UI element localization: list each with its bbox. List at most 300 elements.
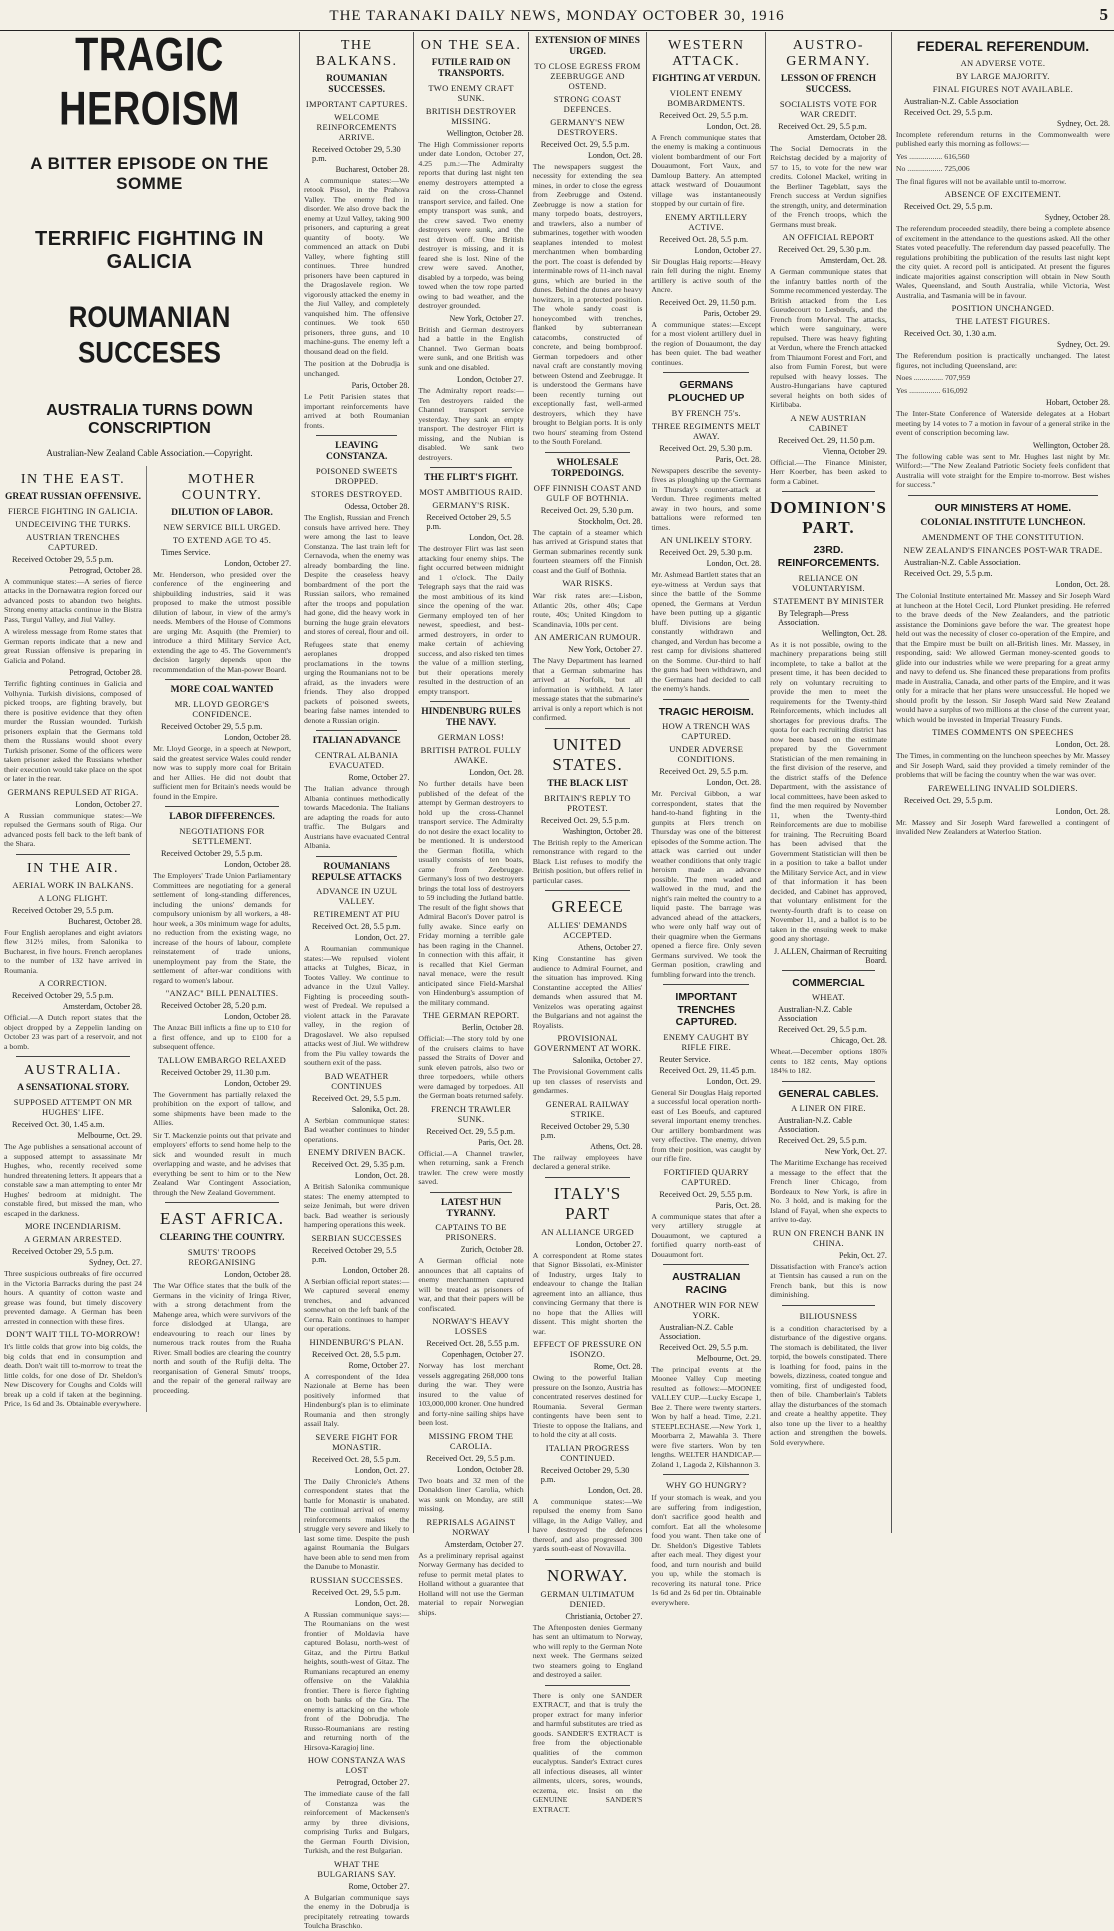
subhead: STRONG COAST DEFENCES. [553, 93, 622, 114]
dateline: Chicago, Oct. 28. [830, 1036, 887, 1046]
article-body: A communique states:—We retook Pissol, in the Prahova Valley. The enemy fled in disorder. We also drove back the enemy at Uzul Valley, taking 900 prisoners, and capturing a great quantity of booty. We commenced an attack on Dubi Valley, where fighting still continues. Three hundred prisoners have been captured in the Dragoslavele region. We vigorously attacked the enemy in the Jiul Valley, and completely vanquished him. The offensive continues. We took 650 prisoners, three guns, and 10 machine-guns. The enemy left a thousand dead on the field. [304, 175, 410, 356]
subhead: A NEW AUSTRIAN CABINET [790, 412, 867, 433]
received-line: Reuter Service. [659, 1054, 711, 1064]
dateline: London, Oct. 28. [587, 1485, 643, 1495]
article-body: Newspapers describe the seventy-fives as ploughing up the Germans in Thursday's counter-attack at Verdun. Three regiments melted away in two hours, and some battalions were reformed ten times. [651, 465, 762, 532]
received-line: Received October 29, 5.30 p.m. [312, 144, 401, 163]
headline: LESSON OF FRENCH SUCCESS. [780, 74, 877, 95]
subhead: POISONED SWEETS DROPPED. [315, 466, 398, 487]
headline: HINDENBURG RULES THE NAVY. [421, 707, 521, 729]
dateline: London, October 29. [224, 1078, 291, 1088]
received-line: Received October 29, 5.30 p.m. [540, 1121, 630, 1140]
article-body: British and German destroyers had a battle in the English Channel. Two German boats were sunk, and one British was sunk and one disabled. [418, 324, 524, 372]
received-line: Received Oct. 28, 5.55 p.m. [426, 1339, 520, 1349]
article-body: The Inter-State Conference of Waterside delegates at a Hobart meeting by 14 votes to 7 a motion in favour of a general strike in the event of conscription becoming law. [895, 409, 1110, 438]
subhead: RUN ON FRENCH BANK IN CHINA. [772, 1227, 885, 1248]
received-line: Received October 29, 5.5 p.m. [12, 554, 114, 564]
headline: EXTENSION OF MINES URGED. [535, 36, 640, 57]
subhead: WAR RISKS. [562, 578, 613, 589]
page-number: 5 [1099, 5, 1108, 24]
subhead: MOST AMBITIOUS RAID. [419, 487, 523, 498]
article-body: Norway has lost merchant vessels aggregating 268,000 tons during the war. They were insured to the value of 103,000,000 kroner. One hundred and forty-nine sailing ships have been lost. [418, 1361, 524, 1428]
vote-figure: Yes ................. 616,560 [895, 151, 970, 161]
article-body: A wireless message from Rome states that German reports indicate that a new and great Russian offensive is preparing in Galicia and Poland. [4, 627, 142, 665]
article-body: A Russian communique says:—The Roumanians on the west frontier of Moldavia have captured Bolasu, north-west of Gitaz, and the Pirtru Batkul heights, south-west of Gitaz. The Rumanians recaptured an enemy offensive on the Valakhia frontier. There is fierce fighting on both banks of the Gra. The enemy is attacking on the whole front of the Dobrudja. The Russo-Roumanians are resting and returning north of the Hirsova-Karagioj line. [304, 1609, 410, 1752]
subhead: THE LATEST FIGURES. [955, 316, 1051, 327]
received-line: Received Oct. 29, 5.5 p.m. [903, 569, 993, 579]
subhead: A CORRECTION. [38, 978, 108, 989]
subhead: BY LARGE MAJORITY. [956, 70, 1050, 81]
article-body: Official:—The story told by one of the cruisers claims to have passed the Straits of Dover and sunk eleven patrols, also two or three torpedoers, while others were damaged by torpedoes. All the German boats returned safely. [418, 1034, 524, 1101]
dateline: Zurich, October 28. [460, 1245, 524, 1255]
masthead [0, 0, 1114, 31]
subhead: EFFECT OF PRESSURE ON ISONZO. [533, 1339, 642, 1360]
section-dominions-part: DOMINION'S PART. [770, 498, 887, 538]
subhead: THREE REGIMENTS MELT AWAY. [651, 420, 761, 441]
received-line: Received October 29, 5.30 p.m. [540, 1465, 630, 1484]
subhead: AMENDMENT OF THE CONSTITUTION. [921, 532, 1084, 543]
subhead: FAREWELLING INVALID SOLDIERS. [928, 782, 1078, 793]
subhead: SERBIAN SUCCESSES [311, 1232, 402, 1243]
western-column [647, 32, 766, 1607]
subhead: RUSSIAN SUCCESSES. [310, 1574, 404, 1585]
article-body: The Referendum position is practically unchanged. The latest figures, not including Queensland, are: [895, 351, 1110, 370]
received-line: Received Oct. 28, 5.5 p.m. [312, 1454, 401, 1464]
article-body: Official.—A Channel trawler, when returning, sank a French trawler. The crew were mostly saved. [418, 1148, 524, 1187]
article-body: Three suspicious outbreaks of fire occurred in the Victoria Barracks during the past 24 hours. A quantity of cotton waste and grease was found, but timely discovery prevented damage. A German has been arrested in connection with these fires. [4, 1269, 142, 1326]
received-line: Received October 29, 5.5 p.m. [12, 905, 114, 915]
subhead: MORE INCENDIARISM. [24, 1221, 122, 1232]
subhead: ENEMY ARTILLERY ACTIVE. [665, 211, 748, 232]
article-body: A communique states:—A series of fierce attacks in the Dornawatra region forced our advanced posts to abandon two heights. Strong enemy attacks continue in the Bistra Pass, Turgul Valley, and Jiul Valley. [4, 576, 142, 624]
advert-body: is a condition characterised by a disturbance of the digestive organs. The stomach is debilitated, the liver torpid, the bowels constipated. There is loathing for food, pains in the bowels, dizziness, coated tongue and vomiting, first of undigested food, then of bile. Chamberlain's Tablets allay the disturbances of the stomach and create a healthy appetite. They also tone up the liver to a healthy action and strengthen the bowels. Sold everywhere. [770, 1323, 887, 1447]
headline: GENERAL CABLES. [778, 1087, 879, 1100]
article-body: As it is not possible, owing to the machinery preparations being still incomplete, to take a ballot at the present time, it has been decided to rely on voluntary recruiting to provide the men to meet the requirements for the Twenty-third Reinforcements, which includes all shortages for previous drafts. The quota for each recruiting district has now been based on the estimate prepared by the Government Statistician of the men remaining in the first division of the reserve, and the district staffs of the Defence Department, with the assistance of local committees, have been asked to find the men required by November 11, when the Twenty-third Reinforcements are due to mobilise for training. The Recruiting Board has been advised that the Government Statistician will then be in a position to take a ballot under the Military Service Act, and in view of that information it has been decided, and Cabinet has approved, that voluntary enlistment for the twenty-fourth draft is to cease on November 11, and a ballot is to be taken in the ensuing week to make good any shortage. [770, 639, 887, 944]
received-line: Received October 28, 5.20 p.m. [161, 1001, 267, 1011]
article-body: War risk rates are:—Lisbon, Atlantic 20s, other 40s; Cape route, 40s; United Kingdom to Scandinavia, 100s per cent. [532, 591, 643, 629]
subhead: TIMES COMMENTS ON SPEECHES [932, 727, 1074, 738]
section-australia: AUSTRALIA. [24, 1063, 122, 1079]
article-body: A communique states:—Except for a most violent artillery duel in the region of Douaumont, the day has been quiet. The bad weather continues. [651, 319, 762, 367]
subhead: RELIANCE ON VOLUNTARYISM. [792, 572, 865, 593]
dateline: Sydney, October 28. [1044, 213, 1110, 223]
article-body: Le Petit Parisien states that important reinforcements have arrived at both Roumanian fronts. [304, 392, 410, 430]
subhead: MR. LLOYD GEORGE'S CONFIDENCE. [174, 699, 270, 720]
subhead: GENERAL RAILWAY STRIKE. [545, 1098, 630, 1119]
subhead: BRITAIN'S REPLY TO PROTEST. [544, 792, 631, 813]
article-body: The position at the Dobrudja is unchanged. [304, 359, 410, 378]
dateline: London, October 27. [75, 799, 142, 809]
headline: LEAVING CONSTANZA. [326, 441, 388, 463]
headline: IMPORTANT TRENCHES CAPTURED. [675, 991, 738, 1029]
article-body: A communique states that after a very artillery struggle at Douaumont, we captured a fortified quarry north-east of Douaumont fort. [651, 1211, 762, 1259]
article-body: Mr. Ashmead Bartlett states that an eye-witness at Verdun says that since the battle of the Somme opened, the Germans at Verdun have been putting up a gigantic bluff. Divisions are being constantly withdrawn and changed, and Verdun has become a rest camp for divisions shattered on the Somme. Our-third to half the guns had been withdrawn, and the Germans had decided to call the enemy's hands. [651, 570, 762, 694]
subhead: TALLOW EMBARGO RELAXED [157, 1054, 287, 1065]
subhead: BRITISH PATROL FULLY AWAKE. [420, 745, 522, 766]
headline: CLEARING THE COUNTRY. [159, 1233, 285, 1244]
subhead: NEW ZEALAND'S FINANCES POST-WAR TRADE. [903, 545, 1103, 556]
subhead: ITALIAN PROGRESS CONTINUED. [545, 1442, 630, 1463]
balkans-column [300, 32, 414, 1931]
subhead: UNDER ADVERSE CONDITIONS. [669, 744, 744, 765]
article-body: The captain of a steamer which has arrived at Grispund states that German submarines recently sunk fourteen steamers off the Finnish coast and the Gulf of Bothnia. [532, 527, 643, 575]
subhead: TO EXTEND AGE TO 45. [172, 534, 272, 545]
received-line: Received Oct. 29, 5.5 p.m. [778, 1025, 867, 1035]
newspaper-title: THE TARANAKI DAILY NEWS, MONDAY OCTOBER 30, 1916 [329, 8, 785, 24]
received-line: Received October 29, 5.5 p.m. [161, 849, 263, 859]
received-line: Australian-N.Z. Cable Association [778, 1005, 853, 1024]
headline: THE FLIRT'S FIGHT. [424, 473, 518, 484]
article-body: Mr. Lloyd George, in a speech at Newport, said the greatest service Wales could render now was to supply more coal for Britain and her Allies. He did not doubt that sufficient men for Britain's needs would be found in the Empire. [153, 744, 291, 801]
article-body: The Admiralty report reads:—Ten destroyers raided the Channel transport service yesterday. They sank an empty transport. The destroyer Flirt is missing, and the Nubian is disabled. We sank two destroyers. [418, 386, 524, 462]
dateline: London, October 28. [342, 1265, 410, 1275]
received-line: Australian-N.Z. Cable Association. [659, 1322, 734, 1341]
received-line: Received Oct. 29, 5.5 p.m. [540, 815, 630, 825]
dateline: London, Oct. 28. [1055, 580, 1110, 590]
subhead: HOW CONSTANZA WAS LOST [307, 1755, 406, 1776]
article-body: The Maritime Exchange has received a message to the effect that the French liner Chicago, from Bordeaux to New York, is afire in No. 3 hold, and is making for the Island of Fayal, when she expects to arrive to-day. [770, 1158, 887, 1225]
article-body: A Serbian official report states:—We captured several enemy trenches, and advanced somewhat on the left bank of the Cerna. Rain continues to hamper our operations. [304, 1276, 410, 1334]
received-line: Received Oct. 28, 5.5 p.m. [659, 234, 749, 244]
dateline: Rome, October 27. [348, 1881, 410, 1891]
article-body: The Age publishes a sensational account of a supposed attempt to assassinate Mr Hughes, who, recently received some hundred threatening letters. It appears that a constable saw a man attempting to enter Mr Hughes' bedroom at midnight. The constable fired, but missed the man, who escaped in the darkness. [4, 1142, 142, 1218]
received-line: Received Oct. 29, 5.35 p.m. [312, 1160, 405, 1170]
headline: FUTILE RAID ON TRANSPORTS. [431, 58, 511, 79]
article-body: A French communique states that the enemy is making a continuous violent bombardment of our Fort Douaumont, Fort Vaux, and Damloup Battery. An attempted attack westward of Douaumont village was instantaneously stopped by our curtain of fire. [651, 132, 762, 209]
dateline: London, October 27. [224, 558, 291, 568]
received-line: Received Oct. 29, 5.30 p.m. [778, 245, 871, 255]
subhead: CENTRAL ALBANIA EVACUATED. [315, 750, 399, 771]
subhead: AERIAL WORK IN BALKANS. [12, 879, 134, 890]
dateline: Sydney, Oct. 29. [1056, 340, 1110, 350]
received-line: Received Oct. 29, 5.5 p.m. [903, 202, 993, 212]
article-body: A Roumanian communique states:—We repulsed violent attacks at Tulghes, Bicaz, in Tootes Valley. We continue to advance in the Uzul Valley. Fighting is proceeding south-west of Predeal. We repulsed a violent attack in the Paravate valley, in the region of Dragoslavel. We also repulsed attacks west of Jiul. We withdrew from the Piu valley towards the southern exit of the pass. [304, 944, 410, 1068]
section-norway: NORWAY. [546, 1565, 629, 1585]
subhead: AN AMERICAN RUMOUR. [534, 632, 641, 643]
article-body: The English, Russian and French consuls have arrived here. They were among the last to leave Constanza. The last train left for Cernavoda, when the enemy was already bombarding the line. Despite the ceaseless heavy bombardment of the port the Russian sailors, who remained after the troops and population had gone, did the heavy work in burning the huge grain elevators and stores of cereal, flour and oil. [304, 513, 410, 637]
article-body: A German official note announces that all captains of enemy merchantmen captured will be treated as prisoners of war, and that their papers will be confiscated. [418, 1256, 524, 1313]
article-body: The Times, in commenting on the luncheon speeches by Mr. Massey and Sir Joseph Ward, said they provided a timely reminder of the problems that will be facing the country when the war was over. [895, 751, 1110, 780]
headline: GERMANS PLOUCHED UP [668, 379, 745, 405]
article-body: Official.—A Dutch report states that the object dropped by a Zeppelin landing on October 23 was part of a reservoir, and not a bomb. [4, 1013, 142, 1051]
subhead: WELCOME REINFORCEMENTS ARRIVE. [316, 111, 397, 142]
subhead: SEVERE FIGHT FOR MONASTIR. [315, 1431, 398, 1452]
article-body: Four English aeroplanes and eight aviators flew 312½ miles, from Salonika to Bucharest, in five hours. French aeroplanes to the number of 132 have arrived in Roumania. [4, 927, 142, 975]
received-line: Australian-N.Z. Cable Association [903, 96, 1019, 106]
received-line: Received Oct. 28, 5.5 p.m. [312, 922, 401, 932]
section-mother-country: MOTHER COUNTRY. [181, 472, 263, 503]
article-body: General Sir Douglas Haig reported a successful local operation north-east of Les Boeufs, and captured several important enemy trenches. Our artillery bombardment was very effective. The enemy, driven from their position, was caught by our rifle fire. [651, 1087, 762, 1164]
dateline: London, Oct. 28. [469, 768, 524, 778]
subhead: AN ALLIANCE URGED [541, 1226, 634, 1237]
sea-column [414, 32, 528, 1617]
subhead: AUSTRIAN TRENCHES CAPTURED. [26, 531, 120, 552]
article-body: Refugees state that enemy aeroplanes dropped proclamations in the towns urging the Roumanians not to be afraid, as the invaders were friends. They also dropped packets of poisoned sweets, bearing false names intended to denote a Russian origin. [304, 639, 410, 725]
headline: WHOLESALE TORPEDOINGS. [551, 457, 624, 479]
dateline: London, October 28. [224, 1270, 291, 1280]
received-line: Received Oct. 29, 5.5 p.m. [778, 121, 867, 131]
dateline: Wellington, October 28. [1032, 440, 1110, 450]
article-body: The British reply to the American remonstrance with regard to the Black List refuses to modify the British position, but offers relief in particular cases. [532, 837, 643, 885]
subhead: BAD WEATHER CONTINUES [324, 1070, 389, 1091]
article-body: The immediate cause of the fall of Constanza was the reinforcement of Mackensen's army by three divisions, comprising Turks and Bulgars, the German Fourth Division, Turkish, and the rest Bulgarian. [304, 1789, 410, 1856]
article-body: The War Office states that the bulk of the Germans in the vicinity of Iringa River, with a strong detachment from the Mahenge area, which were survivors of the force dislodged at Ulanga, are endeavouring to reach our lines by numerous track routes from the Ruaha River. Small bodies are clearing the country north and south of the Rufiji delta. The reorganisation of General Smuts' troops, and the repair of the general railway are proceeding. [153, 1281, 291, 1395]
dateline: Salonika, October 27. [572, 1056, 643, 1066]
subhead: WHAT THE BULGARIANS SAY. [317, 1858, 396, 1879]
section-greece: GREECE [551, 897, 624, 917]
dateline: London, October 27. [575, 1239, 643, 1249]
article-body: The Employers' Trade Union Parliamentary Committees are negotiating for a general settlement of long-standing differences, including the unions' demands for compulsory unionism by all workers, a 48-hour week, a 30s minimum wage for adults, no reduction from the existing wage, no increase of the hours of labour, complete reinstatement of trade unions, unemployment pay from the State, the settlement of after-war conditions with regard to women's labour. [153, 871, 291, 985]
section-east: IN THE EAST. [20, 472, 126, 487]
subhead: GERMAN ULTIMATUM DENIED. [540, 1588, 635, 1609]
headline: MORE COAL WANTED [170, 685, 274, 696]
subhead: AN ADVERSE VOTE. [960, 57, 1046, 68]
advert-body: If your stomach is weak, and you are suffering from indigestion, don't sacrifice good health and comfort. Eat all the wholesome food you want. Then take one of Dr. Sheldon's Digestive Tablets after each meal. They digest your food, and turn nourish and build you up, while the stomach is recovering its natural tone. Price 1s 6d and 2s 6d per tin. Obtainable everywhere. [651, 1493, 762, 1607]
dateline: Christiania, October 27. [565, 1611, 643, 1621]
dateline: Rome, October 27. [348, 773, 410, 783]
received-line: Received October 29, 5.5 p.m. [12, 991, 114, 1001]
article-body: Official.—The Finance Minister, Herr Koerber, has been asked to form a Cabinet. [770, 457, 887, 486]
subhead: ANOTHER WIN FOR NEW YORK. [653, 1299, 759, 1320]
section-on-the-sea: ON THE SEA. [420, 38, 522, 53]
article-body: The principal events at the Moonee Valley Cup meeting resulted as follows:—MOONEE VALLEY CUP.—Lucky Escape 1, Bee 2. There were twenty starters. Won by half a head. Time, 2.21. STEEPLECHASE.—New York 1, Moorbarra 2, Mawahla 3. There were five starters. Won by ten lengths. WELTER HANDICAP.—Zoland 1, Lagoda 2, Kilshannon 3. [651, 1364, 762, 1469]
dateline: Salonika, Oct. 28. [351, 1104, 410, 1114]
section-italy: ITALY'S PART [553, 1183, 622, 1223]
article-body: A Russian communique states:—We repulsed the Germans south of Riga. Our advanced posts fell back to the left bank of the Shara. [4, 810, 142, 849]
article-body: The Colonial Institute entertained Mr. Massey and Sir Joseph Ward at luncheon at the Hotel Cecil, Lord Plunket presiding. He referred to the brave deeds of the New Zealanders, and the patriotic assistance the Dominions gave before the war. The greatest hope held out was the necessity of closer co-operation of the Empire, and that the Empire must be built on all-British lines. Mr. Massey, in responding, said: We allowed German money-scented goods to glide into our industries while we were preparing for a great army and navy to defend us. She financed these preparations from profits made in Australia, Canada, and other parts of the Empire, and it was only for a miracle that her plans were unsuccessful. He hoped we should profit by the lesson. Sir Joseph Ward said New Zealand would have a surplus of two millions at the close of the current year, which would be invested in Imperial Treasury Funds. [895, 591, 1110, 724]
subhead: GERMANY'S NEW DESTROYERS. [550, 116, 625, 137]
dateline: Pekin, Oct. 27. [839, 1250, 887, 1260]
subhead: GERMAN LOSS! [437, 732, 505, 743]
article-body: Incomplete referendum returns in the Commonwealth were published early this morning as follows:— [895, 129, 1110, 149]
received-line: Received Oct. 29, 11.50 p.m. [659, 297, 757, 307]
lead-subhead-roumanian: ROUMANIAN SUCCESES [68, 299, 231, 370]
subhead: CAPTAINS TO BE PRISONERS. [435, 1222, 507, 1243]
article-body: The High Commissioner reports under date London, October 27, 4.25 p.m.:—The Admiralty reports that during last night ten enemy destroyers attempted a raid on the cross-Channel transport service, and failed. One empty transport was sunk, and the crew saved. Two enemy destroyers were sunk, and the rest driven off. One British destroyer is missing, and it is feared she is lost. Nine of the crew were saved. Another, disabled by a torpedo, was being towed when the tow rope parted owing to bad weather, and the destroyer grounded. [418, 139, 524, 311]
article-body: As a preliminary reprisal against Norway Germany has decided to refuse to permit metal plates to Holland without a guarantee that Holland will not use the German material to repair Norwegian ships. [418, 1550, 524, 1617]
headline: AUSTRALIAN RACING [672, 1271, 741, 1297]
article-body: A correspondent at Rome states that Signor Bissolati, ex-Minister of Industry, urges Italy to endeavour to change the Italian agreement into an alliance, thus convincing Germany that there is no hope that the Allies will dissent. This might shorten the war. [532, 1250, 643, 1336]
article-body: Mr. Henderson, who presided over the conference of the engineering and shipbuilding industries, said it was proposed to make the utmost possible dilution of labour, in view of the army's needs. Members of the House of Commons are urging Mr. Asquith (the Premier) to introduce a third Military Service Act, extending the age to 45. The Government's decision largely depends upon the recommendation of the Man-power Board. [153, 569, 291, 674]
lead-subhead-australia: AUSTRALIA TURNS DOWN CONSCRIPTION [46, 402, 253, 437]
article-body: Terrific fighting continues in Galicia and Volhynia. Turkish divisions, composed of picked troops, are fighting bravely, but there is positive evidence that they often murder the Russian wounded. Turkish prisoners explain that the Germans told them the Russians would shoot every Turkish prisoner. Some of the officers were taken prisoner asked the Russians whether their execution would take place on the spot or later in the rear. [4, 679, 142, 784]
subhead: STORES DESTROYED. [310, 489, 403, 500]
received-line: Received Oct. 29, 5.5 p.m. [426, 1126, 516, 1136]
article-body: The Aftenposten denies Germany has sent an ultimatum to Norway, who will reply to the German Note next week. The Germans seized two steamers going to England and destroyed a sailer. [532, 1622, 643, 1680]
subhead: SMUTS' TROOPS REORGANISING [187, 1247, 257, 1268]
received-line: Received October 29, 5.5 p.m. [12, 1247, 114, 1257]
dateline: London, October 28. [457, 1464, 524, 1474]
received-line: Received Oct. 29, 5.5 p.m. [540, 139, 630, 149]
received-line: Received Oct. 29, 11.50 p.m. [778, 435, 875, 445]
referendum-column [892, 32, 1114, 1533]
cable-credit: Australian-New Zealand Cable Association.—Copyright. [46, 448, 253, 458]
subhead: MISSING FROM THE CAROLIA. [428, 1430, 514, 1451]
section-western-attack: WESTERN ATTACK. [667, 38, 745, 69]
dateline: London, Oct. 28. [706, 121, 762, 131]
received-line: Received October 29, 5.5 p.m. [312, 1245, 397, 1264]
headline: OUR MINISTERS AT HOME. [934, 501, 1072, 514]
dateline: Bucharest, October 28. [68, 916, 142, 926]
dateline: London, Oct. 28. [469, 533, 524, 543]
dateline: Amsterdam, October 27. [444, 1539, 524, 1549]
article-body: Mr. Percival Gibbon, a war correspondent, states that the hand-to-hand fighting in the gunpits at Flers trench on Thursday was one of the bitterest episodes of the Somme action. The attack was carried out under weather conditions that only tragic heroism made an advance possible. The men waded and wallowed in the mud, and the night's rain melted the country to a liquid paste. The barrage was advanced ahead of the attackers, who were only half way out of their quagmire when the Germans opened a fierce fire. Only seven Germans survived. We took the German position, crawling and fumbling forward into the trench. [651, 789, 762, 979]
subhead: ABSENCE OF EXCITEMENT. [944, 189, 1062, 200]
received-line: Received Oct. 29, 11.45 p.m. [659, 1065, 757, 1075]
headline: LABOR DIFFERENCES. [169, 812, 275, 823]
headline: DILUTION OF LABOR. [171, 508, 273, 518]
subhead: ALLIES' DEMANDS ACCEPTED. [547, 920, 628, 941]
dateline: London, Oct. 28. [1055, 806, 1110, 816]
received-line: Australian-N.Z. Cable Association. [778, 1116, 853, 1135]
received-line: Received Oct. 29, 5.5 p.m. [312, 1587, 401, 1597]
dateline: Vienna, October 29. [822, 446, 887, 456]
dateline: London, Oct. 28. [354, 1598, 410, 1608]
dateline: London, Oct. 28. [1055, 740, 1110, 750]
section-air: IN THE AIR. [26, 860, 120, 876]
received-line: Received October 29, 5.5 p.m. [161, 722, 263, 732]
received-line: Received Oct. 29, 5.5 p.m. [659, 1342, 749, 1352]
signature: J. ALLEN, Chairman of Recruiting Board. [773, 946, 887, 965]
received-line: Received Oct. 29, 5.30 p.m. [659, 548, 753, 558]
dateline: New York, October 27. [568, 645, 643, 655]
advert-heading: BILIOUSNESS [799, 1310, 858, 1321]
headline: ROUMANIANS REPULSE ATTACKS [311, 861, 402, 883]
dateline: Rome, Oct. 28. [593, 1362, 643, 1372]
subhead: A LONG FLIGHT. [38, 892, 108, 903]
vote-figure: Noes ............... 707,959 [895, 373, 971, 383]
subhead: TWO ENEMY CRAFT SUNK. [428, 82, 514, 103]
subhead: UNDECEIVING THE TURKS. [15, 518, 131, 529]
subhead: PROVISIONAL GOVERNMENT AT WORK. [534, 1033, 642, 1054]
article-body: Mr. Massey and Sir Joseph Ward farewelled a contingent of invalided New Zealanders at Waterloo Station. [895, 817, 1110, 837]
article-body: The final figures will not be available until to-morrow. [895, 176, 1067, 186]
vote-figure: No .................. 725,006 [895, 164, 970, 174]
dateline: Copenhagen, October 27. [441, 1350, 524, 1360]
dateline: London, Oct. 29. [706, 1076, 762, 1086]
austro-column [766, 32, 892, 1533]
subhead: ADVANCE IN UZUL VALLEY. [316, 886, 398, 907]
dateline: Amsterdam, October 28. [62, 1002, 142, 1012]
article-body: Owing to the powerful Italian pressure on the Isonzo, Austria has concentrated reserves destined for Roumania. Several German contingents have been sent to Trieste to oppose the Italians, and to hold the city at all costs. [532, 1373, 643, 1440]
article-body: Sir T. Mackenzie points out that private and employers' efforts to send home help to the sick and wounded result in much overlapping and waste, and he advises that everything be sent to him or to the New Zealand War Contingent Association, through the New Zealand Government. [153, 1130, 291, 1197]
dateline: Paris, Oct. 28. [715, 1200, 762, 1210]
dateline: Bucharest, October 28. [335, 164, 410, 174]
received-line: Received Oct. 29, 5.5 p.m. [903, 795, 993, 805]
article-body: The destroyer Flirt was last seen attacking four enemy ships. The fight occurred between midnight and 1 o'clock. The Daily Telegraph says that the raid was the most ambitious of its kind since the opening of the war. Germany employed ten of her newest, speediest, and best-armed destroyers, in order to make certain of achieving success, and also risked ten times the value of a million sterling, but their operations merely resulted in the destruction of an empty transport. [418, 544, 524, 696]
received-line: Received Oct. 30, 1.30 a.m. [903, 329, 997, 339]
subhead: STATEMENT BY MINISTER [772, 595, 884, 606]
subhead: ENEMY DRIVEN BACK. [307, 1147, 406, 1158]
article-body: A correspondent of the Idea Nazionale at Berne has been positively informed that Hindenburg's plan is to eliminate Roumania and then strongly assail Italy. [304, 1371, 410, 1429]
article-body: A Serbian communique states: Bad weather continues to hinder operations. [304, 1115, 410, 1144]
dateline: Wellington, October 28. [446, 128, 524, 138]
lead-subhead-galicia: TERRIFIC FIGHTING IN GALICIA [35, 228, 264, 273]
dateline: London, October 28. [224, 733, 291, 743]
dateline: Wellington, Oct. 28. [821, 628, 887, 638]
article-body: The Social Democrats in the Reichstag decided by a majority of 57 to 15, to vote for the new war credits. Colonel Mackel, writing in the Berliner Tageblatt, says the French success at Verdun signifies the strength, unity, and determination of the French troops, which the Germans must break. [770, 143, 887, 229]
dateline: London, Oct. 27. [354, 933, 410, 943]
received-line: Received Oct. 29, 5.5 p.m. [426, 1453, 516, 1463]
article-body: No further details have been published of the defeat of the attempt by German destroyers to hold up the cross-Channel transport service. The Admiralty do not desire the exact locality to be mentioned. It is understood the German flotilla, which usually consists of ten boats, came from Zeebrugge. Germany's loss of two destroyers brings the total loss of destroyers to 59 including the Jutland battle. The result of the fight shows that Admiral Bacon's Dover patrol is fully awake. Since early on Friday morning a terrible gale has been raging in the Channel. In connection with this affair, it is recalled that Kiel German naval menace, were the result anticipated since Field-Marshal von Hindenburg's assumption of the military command. [418, 779, 524, 1007]
subhead: THE GERMAN REPORT. [422, 1010, 520, 1021]
subhead: FIERCE FIGHTING IN GALICIA. [8, 505, 138, 516]
article-body: King Constantine has given audience to Admiral Fournet, and the situation has improved. King Constantine accepted the Allies' demands when assured that M. Venizelos was operating against the Bulgarians and not against the Royalists. [532, 954, 643, 1030]
dateline: London, Oct. 28. [706, 559, 762, 569]
vote-figure: Yes ................ 616,092 [895, 385, 968, 395]
headline: COMMERCIAL [792, 976, 865, 989]
dateline: London, October 27. [694, 245, 762, 255]
article-body: A communique states:—We repulsed the enemy from Sano village, in the Adige Valley, and have destroyed the defences thereof, and also progressed 300 yards south-east of Novavilla. [532, 1496, 643, 1554]
received-line: Received Oct. 29, 5.5 p.m. [903, 107, 993, 117]
subhead: AN OFFICIAL REPORT [782, 232, 875, 243]
subhead: GERMANY'S RISK. [432, 500, 510, 511]
dateline: Melbourne, Oct. 29. [77, 1131, 142, 1141]
received-line: Received Oct. 29, 5.5 p.m. [659, 767, 749, 777]
headline: LATEST HUN TYRANNY. [440, 1197, 502, 1219]
dateline: Odessa, October 28. [344, 502, 410, 512]
headline: TRAGIC HEROISM. [658, 705, 754, 718]
east-subcolumn [4, 466, 147, 1412]
advert-body: It's little colds that grow into big colds, the big colds that end in consumption and death. Don't wait till to-morrow to treat the little colds, for one dose of Dr. Sheldon's New Discovery for Coughs and Colds will break up a cold if taken at the beginning. Price, 1s 6d and 3s. Obtainable everywhere. [4, 1342, 142, 1409]
mother-country-subcolumn [153, 466, 295, 1412]
article-body: The Anzac Bill inflicts a fine up to £10 for a first offence, and up to £100 for a subsequent offence. [153, 1023, 291, 1052]
section-balkans: THE BALKANS. [315, 38, 398, 69]
lead-headline: TRAGIC HEROISM [59, 29, 240, 136]
subhead: POSITION UNCHANGED. [951, 303, 1055, 314]
dateline: London, October 28. [224, 860, 291, 870]
dateline: London, Oct. 27. [354, 1465, 410, 1475]
subhead: WHEAT. [811, 992, 845, 1003]
dateline: Athens, October 27. [577, 943, 643, 953]
article-body: The following cable was sent to Mr. Hughes last night by Mr. Wilford:—"The New Zealand Patriotic Society feels confident that Australia will vote straight for the Empire to-morrow. Best wishes for success." [895, 451, 1110, 490]
subhead: HOW A TRENCH WAS CAPTURED. [662, 721, 751, 742]
dateline: Berlin, October 28. [461, 1023, 524, 1033]
dateline: Rome, October 27. [348, 1360, 410, 1370]
section-united-states: UNITED STATES. [552, 734, 623, 774]
dateline: London, Oct. 28. [587, 150, 643, 160]
article-body: The Daily Chronicle's Athens correspondent states that the battle for Monastir is unabated. The continual arrival of enemy reinforcements makes the struggle very severe and likely to last some time. Despite the push against Roumania the Bulgars have been able to send men from the Danube to Monastir. [304, 1476, 410, 1572]
received-line: Received October 29, 11.30 p.m. [161, 1067, 271, 1077]
dateline: Petrograd, October 28. [69, 668, 142, 678]
dateline: Paris, October 29. [703, 308, 762, 318]
dateline: London, October 27. [457, 375, 524, 385]
subhead: IMPORTANT CAPTURES. [305, 98, 408, 109]
headline: ROUMANIAN SUCCESSES. [326, 74, 388, 95]
subhead: NEW SERVICE BILL URGED. [163, 521, 281, 532]
advert-heading: WHY GO HUNGRY? [666, 1480, 747, 1491]
subhead: A LINER ON FIRE. [791, 1103, 866, 1114]
headline: A SENSATIONAL STORY. [17, 1083, 129, 1094]
subhead: "ANZAC" BILL PENALTIES. [165, 988, 279, 999]
received-line: Times Service. [161, 547, 211, 557]
article-body: Wheat.—December options 180⅞ cents to 182 cents, May options 184⅝ to 182. [770, 1047, 887, 1076]
received-line: By Telegraph—Press Association. [778, 608, 849, 627]
dateline: Stockholm, Oct. 28. [578, 516, 643, 526]
section-austro-germany: AUSTRO-GERMANY. [786, 38, 871, 69]
received-line: Received Oct. 30, 1.45 a.m. [12, 1120, 105, 1130]
subhead: BRITISH DESTROYER MISSING. [425, 105, 517, 126]
headline: FIGHTING AT VERDUN. [652, 74, 761, 84]
headline: ITALIAN ADVANCE [312, 736, 401, 747]
advert-heading: DON'T WAIT TILL TO-MORROW! [6, 1329, 140, 1340]
dateline: New York, Oct. 27. [824, 1147, 887, 1157]
subhead: GERMANS REPULSED AT RIGA. [7, 786, 139, 797]
dateline: Paris, October 28. [351, 381, 410, 391]
subhead: FINAL FIGURES NOT AVAILABLE. [932, 83, 1074, 94]
headline: GREAT RUSSIAN OFFENSIVE. [4, 492, 142, 502]
subhead: SUPPOSED ATTEMPT ON MR HUGHES' LIFE. [13, 1097, 133, 1118]
